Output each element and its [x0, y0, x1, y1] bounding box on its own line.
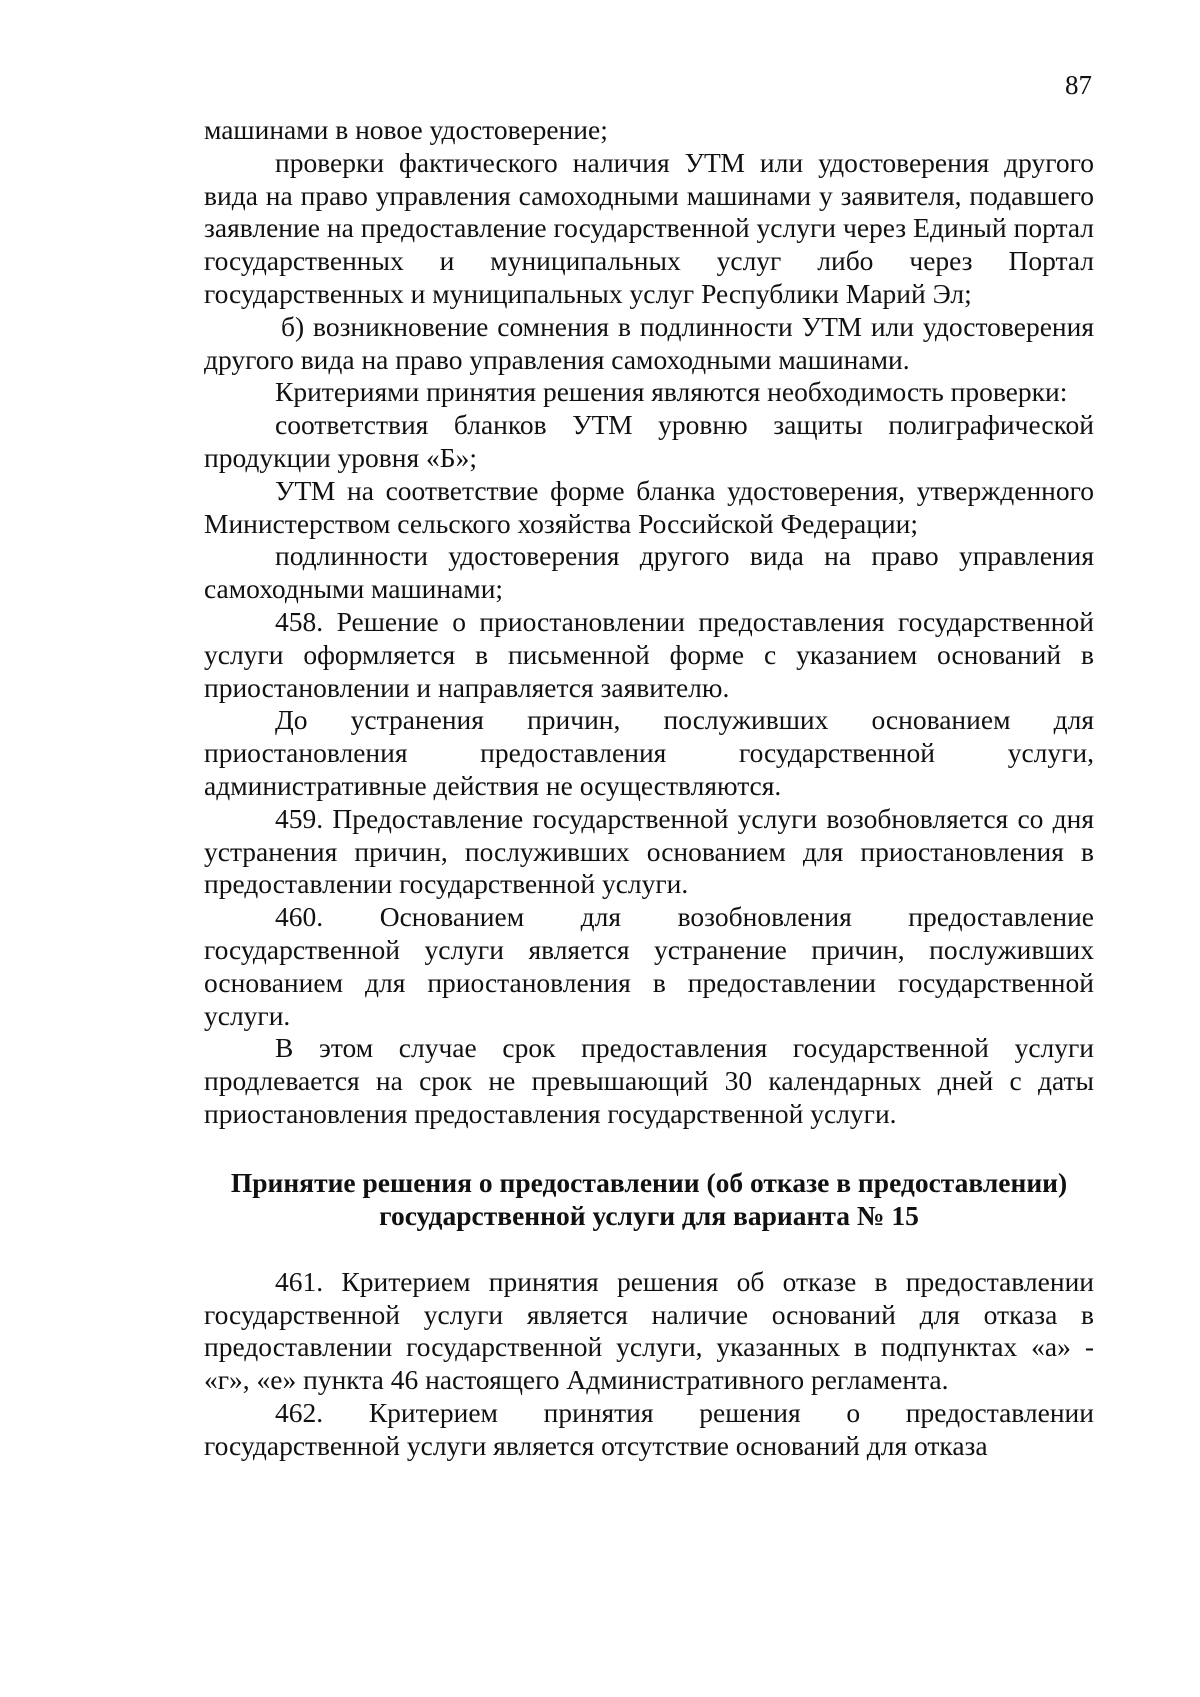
paragraphs-top — [204, 114, 1094, 1131]
paragraph: В этом случае срок предоставления государственной услуги продлевается на срок не превышающий 30 календарных дней с даты приостановления предоставления государственной услуги. — [204, 1032, 1094, 1129]
paragraph: проверки фактического наличия УТМ или удостоверения другого вида на право управления самоходными машинами у заявителя, подавшего заявление на предоставление государственной услуги через Единый портал государственных и муниципальных услуг либо через Портал государственных и муниципальных услуг Республики Марий Эл; — [204, 146, 1094, 309]
paragraph: 458. Решение о приостановлении предоставления государственной услуги оформляется в письменной форме с указанием оснований в приостановлении и направляется заявителю. — [204, 605, 1094, 703]
section-heading — [204, 1166, 1094, 1232]
paragraph: подлинности удостоверения другого вида на право управления самоходными машинами; — [204, 540, 1094, 605]
paragraph: До устранения причин, послуживших основанием для приостановления предоставления государственной услуги, административные действия не осуществляются. — [204, 704, 1094, 801]
paragraph: соответствия бланков УТМ уровню защиты полиграфической продукции уровня «Б»; — [204, 409, 1094, 473]
section-heading-line-2: государственной услуги для варианта № 15 — [379, 1199, 919, 1231]
paragraph: 461. Критерием принятия решения об отказе в предоставлении государственной услуги является наличие оснований для отказа в предоставлении государственной услуги, указанных в подпунктах «а» - «г», «е» пункта 46 настоящего Административного регламента. — [204, 1265, 1094, 1396]
paragraphs-bottom — [204, 1266, 1094, 1463]
document-body — [204, 114, 1094, 1462]
paragraph: УТМ на соответствие форме бланка удостоверения, утвержденного Министерством сельского хозяйства Российской Федерации; — [204, 474, 1094, 539]
section-heading-line-1: Принятие решения о предоставлении (об отказе в предоставлении) — [230, 1166, 1068, 1198]
paragraph: 462. Критерием принятия решения о предоставлении государственной услуги является отсутствие оснований для отказа — [204, 1396, 1094, 1461]
paragraph: б) возникновение сомнения в подлинности УТМ или удостоверения другого вида на право управления самоходными машинами. — [204, 310, 1094, 375]
paragraph: 460. Основанием для возобновления предоставление государственной услуги является устранение причин, послуживших основанием для приостановления в предоставлении государственной услуги. — [204, 901, 1094, 1031]
paragraph: Критериями принятия решения являются необходимость проверки: — [275, 376, 1068, 408]
paragraph: 459. Предоставление государственной услуги возобновляется со дня устранения причин, послуживших основанием для приостановления в предоставлении государственной услуги. — [204, 802, 1094, 900]
paragraph: машинами в новое удостоверение; — [204, 114, 608, 145]
page-number: 87 — [1065, 70, 1092, 100]
